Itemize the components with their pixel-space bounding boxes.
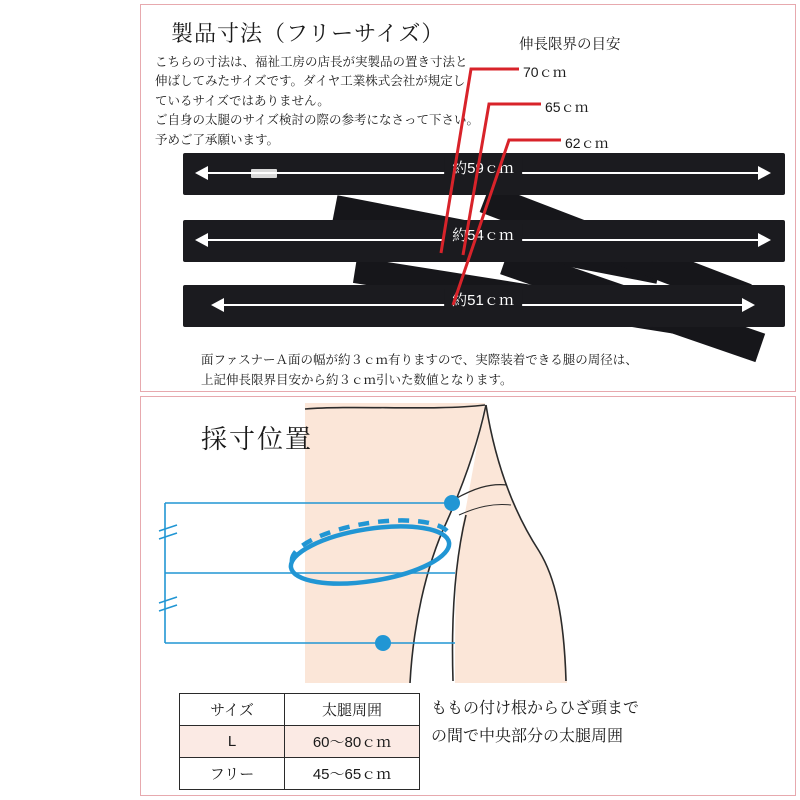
strap-illustration <box>155 145 783 345</box>
measurement-note-line-2: の間で中央部分の太腿周囲 <box>431 728 624 745</box>
arrow-head-left-1 <box>195 166 208 180</box>
arrow-head-left-2 <box>195 233 208 247</box>
page-title: 製品寸法（フリーサイズ） <box>171 21 445 46</box>
arrow-head-right-3 <box>742 298 755 312</box>
stretch-limit-value-3: 62ｃｍ <box>565 135 609 151</box>
description-line-4: ご自身の太腿のサイズ検討の際の参考になさって下さい。 <box>155 113 480 128</box>
stretch-limit-value-1: 70ｃｍ <box>523 64 567 80</box>
cell-size-free: フリー <box>180 758 285 790</box>
arrow-head-right-2 <box>758 233 771 247</box>
stretch-limit-value-2: 65ｃｍ <box>545 99 589 115</box>
leg-silhouette <box>305 403 567 683</box>
product-dimensions-panel <box>140 4 796 392</box>
size-table <box>179 693 420 790</box>
velcro-note-line-1: 面ファスナーＡ面の幅が約３ｃｍ有りますので、実際装着できる腿の周径は、 <box>201 353 638 367</box>
description-line-1: こちらの寸法は、福祉工房の店長が実製品の置き寸法と <box>155 55 468 69</box>
measure-arrow-2 <box>195 227 771 247</box>
description-text <box>155 53 480 150</box>
arrow-head-left-3 <box>211 298 224 312</box>
measure-label-2: 約54ｃｍ <box>444 224 522 245</box>
arrow-head-right-1 <box>758 166 771 180</box>
velcro-note <box>201 350 638 390</box>
table-row <box>180 758 420 790</box>
section-title: 採寸位置 <box>201 424 314 454</box>
hip-point-marker <box>444 495 460 511</box>
cell-girth-l: 60～80ｃｍ <box>285 726 420 758</box>
cell-girth-free: 45～65ｃｍ <box>285 758 420 790</box>
cell-size-l: L <box>180 726 285 758</box>
measurement-position-panel <box>140 396 796 796</box>
table-header-row <box>180 694 420 726</box>
description-line-2: 伸ばしてみたサイズです。ダイヤ工業株式会社が規定し <box>155 74 466 89</box>
description-line-3: ているサイズではありません。 <box>155 93 330 108</box>
measure-label-1: 約59ｃｍ <box>444 157 522 178</box>
stretch-limit-title: 伸長限界の目安 <box>519 37 621 53</box>
measure-arrow-1 <box>195 160 771 180</box>
measurement-note-line-1: ももの付け根からひざ頭まで <box>431 700 640 717</box>
knee-point-marker <box>375 635 391 651</box>
description-line-5: 予めご了承願います。 <box>155 132 280 147</box>
measurement-note <box>431 695 639 751</box>
table-row <box>180 726 420 758</box>
measure-label-3: 約51ｃｍ <box>444 289 522 310</box>
measure-arrow-3 <box>211 292 755 312</box>
header-size: サイズ <box>180 694 285 726</box>
velcro-note-line-2: 上記伸長限界目安から約３ｃｍ引いた数値となります。 <box>201 373 513 387</box>
header-girth: 太腿周囲 <box>285 694 420 726</box>
